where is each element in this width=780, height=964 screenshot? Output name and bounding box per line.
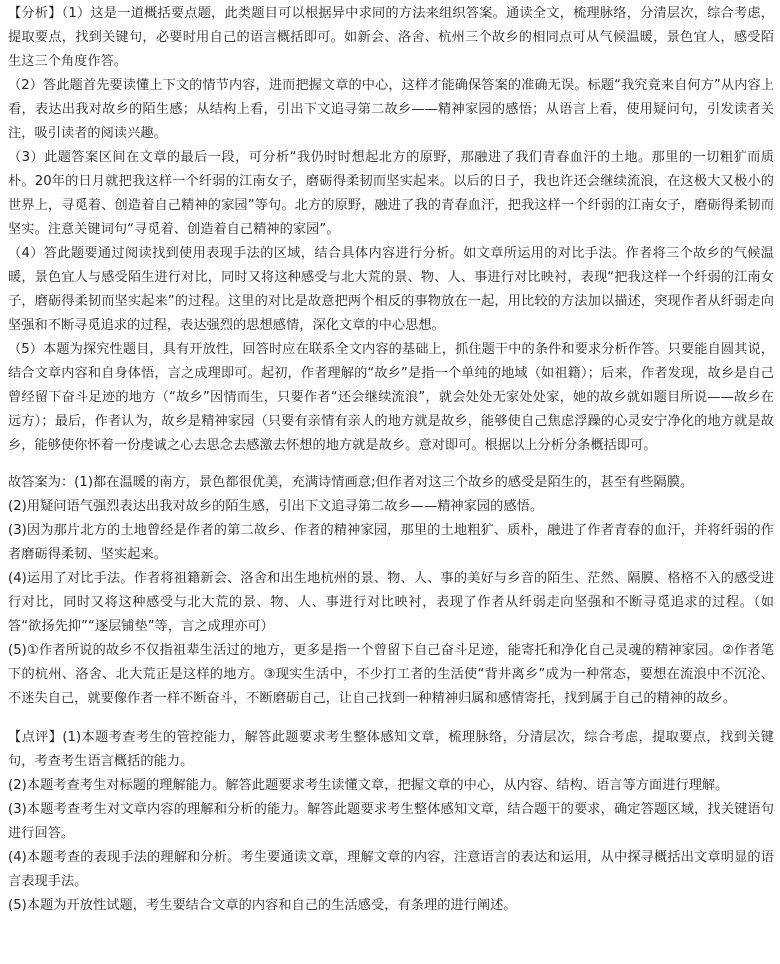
analysis-paragraph-1: 【分析】（1）这是一道概括要点题，此类题目可以根据异中求同的方法来组织答案。通读全文，梳理脉络，分清层次，综合考虑，提取要点，找到关键句，必要时用自己的语言概括即可。如新会、洛舍、杭州三个故乡的相同点可从气候温暖，景色宜人，感受陌生这三个角度作答。	[8, 6, 774, 69]
analysis-paragraph-3: （3）此题答案区间在文章的最后一段，可分析“我仍时时想起北方的原野，那融进了我们青春血汗的土地。那里的一切粗犷而质朴。20年的日月就把我这样一个纤弱的江南女子，磨砺得柔韧而坚实起来。以后的日子，我也许还会继续流浪，在这极大又极小的世界上，寻觅着、创造着自己精神的家园”等句。北方的原野，融进了我的青春血汗，把我这样一个纤弱的江南女子，磨砺得柔韧而坚实。注意关键词句“寻觅着、创造着自己精神的家园”。	[8, 150, 774, 237]
section-spacer	[8, 458, 774, 471]
section-spacer	[8, 711, 774, 726]
comment-paragraph-2: (2)本题考查考生对标题的理解能力。解答此题要求考生读懂文章，把握文章的中心，从内容、结构、语言等方面进行理解。	[8, 778, 729, 793]
analysis-paragraph-4: （4）答此题要通过阅读找到使用表现手法的区域，结合具体内容进行分析。如文章所运用的对比手法。作者将三个故乡的气候温暖，景色宜人与感受陌生进行对比，同时又将这种感受与北大荒的景、物、人、事进行对比映衬，表现“把我这样一个纤弱的江南女子，磨砺得柔韧而坚实起来”的过程。这里的对比是故意把两个相反的事物放在一起，用比较的方法加以描述，突现作者从纤弱走向坚强和不断寻觅追求的过程，表达强烈的思想感情，深化文章的中心思想。	[8, 246, 774, 333]
comment-paragraph-4: (4)本题考查的表现手法的理解和分析。考生要通读文章，理解文章的内容，注意语言的表达和运用，从中探寻概括出文章明显的语言表现手法。	[8, 850, 774, 889]
comment-paragraph-5: (5)本题为开放性试题，考生要结合文章的内容和自己的生活感受，有条理的进行阐述。	[8, 898, 517, 913]
answer-paragraph-4: (4)运用了对比手法。作者将祖籍新会、洛舍和出生地杭州的景、物、人、事的美好与乡音的陌生、茫然、隔膜、格格不入的感受进行对比，同时又将这种感受与北大荒的景、物、人、事进行对比映衬，表现了作者从纤弱走向坚强和不断寻觅追求的过程。（如答“欲扬先抑”“逐层铺垫”等，言之成理亦可）	[8, 571, 774, 634]
answer-paragraph-3: (3)因为那片北方的土地曾经是作者的第二故乡、作者的精神家园，那里的土地粗犷、质朴，融进了作者青春的血汗，并将纤弱的作者磨砺得柔韧、坚实起来。	[8, 523, 774, 562]
answer-section	[8, 471, 774, 711]
comment-section	[8, 726, 774, 918]
analysis-paragraph-2: （2）答此题首先要读懂上下文的情节内容，进而把握文章的中心，这样才能确保答案的准确无误。标题“我究竟来自何方”从内容上看，表达出我对故乡的陌生感；从结构上看，引出下文追寻第二故乡——精神家园的感悟；从语言上看，使用疑问句，引发读者关注，吸引读者的阅读兴趣。	[8, 78, 774, 141]
comment-paragraph-1: 【点评】(1)本题考查考生的管控能力，解答此题要求考生整体感知文章，梳理脉络，分清层次，综合考虑，提取要点，找到关键句，考查考生语言概括的能力。	[8, 730, 774, 769]
answer-paragraph-5: (5)①作者所说的故乡不仅指祖辈生活过的地方，更多是指一个曾留下自己奋斗足迹，能寄托和净化自己灵魂的精神家园。②作者笔下的杭州、洛舍、北大荒正是这样的地方。③现实生活中，不少打工者的生活使“背井离乡”成为一种常态，要想在流浪中不沉沦、不迷失自己，就要像作者一样不断奋斗，不断磨砺自己，让自己找到一种精神归属和感情寄托，找到属于自己的精神的故乡。	[8, 643, 774, 706]
analysis-paragraph-5: （5）本题为探究性题目，具有开放性，回答时应在联系全文内容的基础上，抓住题干中的条件和要求分析作答。只要能自圆其说，结合文章内容和自身体悟，言之成理即可。起初，作者理解的“故乡”是指一个单纯的地域（如祖籍）；后来，作者发现，故乡是自己曾经留下奋斗足迹的地方（“故乡”因情而生，只要作者“还会继续流浪”，就会处处无家处处家，她的故乡就如题目所说——故乡在远方）；最后，作者认为，故乡是精神家园（只要有亲情有亲人的地方就是故乡，能够使自己焦虑浮躁的心灵安宁净化的地方就是故乡，能够使你怀着一份虔诚之心去思念去感激去怀想的地方就是故乡。意对即可。根据以上分析分条概括即可。	[8, 342, 774, 453]
answer-paragraph-2: (2)用疑问语气强烈表达出我对故乡的陌生感，引出下文追寻第二故乡——精神家园的感悟。	[8, 499, 544, 514]
answer-paragraph-1: 故答案为：(1)都在温暖的南方，景色都很优美，充满诗情画意;但作者对这三个故乡的感受是陌生的，甚至有些隔膜。	[8, 475, 694, 490]
comment-paragraph-3: (3)本题考查考生对文章内容的理解和分析的能力。解答此题要求考生整体感知文章，结合题干的要求，确定答题区域，找关键语句进行回答。	[8, 802, 774, 841]
analysis-section	[8, 2, 774, 458]
